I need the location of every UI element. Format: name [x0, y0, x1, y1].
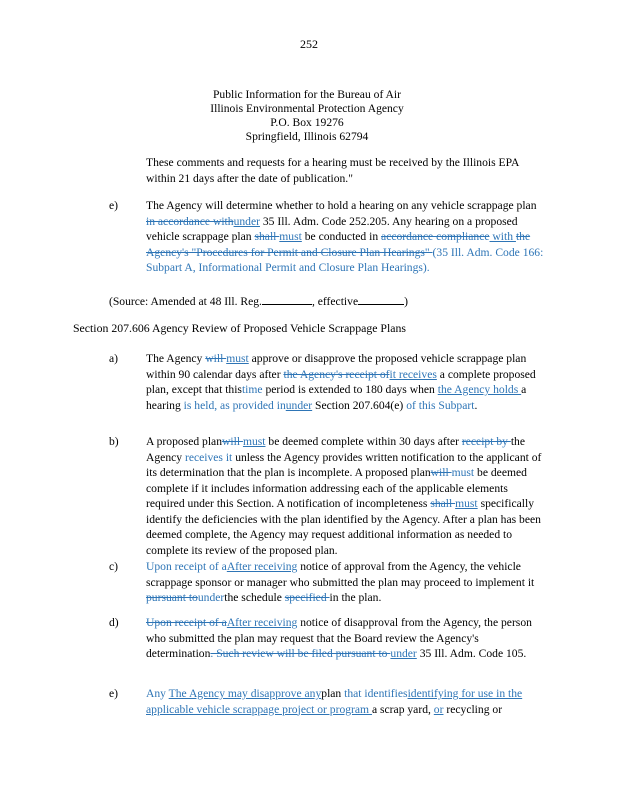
- text-run: a complete proposed plan, except that this: [146, 367, 536, 396]
- inserted-text: After receiving: [226, 616, 298, 629]
- text-run: 35 Ill. Adm. Code 252.205. Any hearing on a proposed vehicle scrappage plan: [146, 214, 518, 243]
- text-run: The Agency will determine whether to hold a hearing on any vehicle scrappage plan: [146, 199, 537, 212]
- deleted-text: . Such review will be filed pursuant to: [210, 647, 391, 660]
- text-run: the Agency: [146, 435, 525, 464]
- text-run: a scrap yard,: [371, 702, 434, 716]
- text-run: 35 Ill. Adm. Code 105.: [416, 647, 527, 660]
- comments-paragraph: These comments and requests for a hearing must be received by the Illinois EPA within 21 days after the date of publication.": [146, 156, 519, 185]
- text-run: A proposed plan: [146, 435, 222, 448]
- page-number: 252: [300, 37, 318, 51]
- text-run: be conducted in: [301, 230, 382, 243]
- inserted-text: under: [197, 591, 225, 604]
- inserted-text: with: [489, 230, 516, 243]
- text-run: notice of approval from the Agency, the vehicle scrappage sponsor or manager who submitted the plan may proceed to implement it: [146, 560, 535, 589]
- text-run: period is extended to 180 days when: [262, 383, 438, 396]
- text-run: the schedule: [224, 591, 285, 604]
- inserted-text: under: [285, 398, 313, 412]
- deleted-text: the Agency's receipt of: [283, 367, 390, 381]
- text-run: be deemed complete within 30 days after: [265, 435, 462, 448]
- inserted-text: After receiving: [226, 560, 298, 573]
- paragraph-e-hearing: [146, 198, 546, 276]
- text-run: notice of disapproval from the Agency, the person who submitted the plan may request that the Board review the Agency's determination: [146, 616, 532, 660]
- inserted-text: Upon receipt of a: [146, 560, 227, 573]
- text-run: specifically identify the deficiencies with the plan identified by the Agency. After a plan has been deemed complete, the Agency may request additional information as needed to complete its review of the proposed plan.: [146, 497, 541, 557]
- text-run: in the plan.: [329, 591, 382, 604]
- source-note: [109, 294, 549, 310]
- paragraph-c: [146, 559, 546, 606]
- mailing-address: [190, 88, 424, 144]
- text-run: ).: [422, 261, 430, 274]
- inserted-text: Any: [146, 687, 169, 700]
- text-run: .: [474, 398, 478, 412]
- inserted-text: under: [390, 647, 417, 660]
- deleted-text: the Agency's "Procedures for Permit and Closure Plan Hearings": [146, 230, 531, 259]
- item-label: b): [109, 435, 119, 448]
- deleted-text: in accordance with: [146, 214, 234, 228]
- inserted-text: must: [451, 466, 475, 479]
- inserted-text: identifying for use in the applicable vehicle scrappage project or program: [146, 687, 523, 716]
- inserted-text: that identifies: [344, 687, 408, 700]
- inserted-text: must: [226, 352, 249, 365]
- inserted-text: it receives: [389, 367, 437, 381]
- deleted-text: shall: [430, 497, 456, 510]
- text-run: be deemed complete if it includes information addressing each of the applicable elements required under this Section. A notification of incompleteness: [146, 466, 527, 510]
- text-run: Section 207.604(e): [312, 398, 407, 412]
- deleted-text: will: [222, 435, 243, 448]
- deleted-text: will: [205, 352, 227, 365]
- text-run: a hearing: [146, 383, 527, 412]
- inserted-text: under: [233, 214, 260, 228]
- inserted-text: time: [241, 383, 263, 396]
- text-run: (Source: Amended at 48 Ill. Reg.: [109, 295, 262, 308]
- inserted-text: is held, as provided in: [183, 398, 286, 412]
- inserted-text: or: [433, 702, 444, 716]
- inserted-text: must: [242, 435, 266, 448]
- text-run: unless the Agency provides written notification to the applicant of its determination that the plan is incomplete. A proposed plan: [146, 450, 542, 479]
- text-run: plan: [321, 687, 345, 700]
- deleted-text: accordance compliance: [381, 230, 490, 243]
- text-run: ): [404, 295, 408, 308]
- item-label: e): [109, 687, 119, 700]
- deleted-text: pursuant to: [146, 591, 198, 604]
- inserted-text: : Subpart A, Informational Permit and Closure Plan Hearings: [146, 245, 544, 274]
- inserted-text: receives it: [184, 450, 233, 464]
- address-line: Springfield, Illinois 62794: [245, 130, 369, 143]
- item-label: d): [109, 616, 119, 629]
- text-run: , effective: [311, 295, 359, 308]
- inserted-text: must: [279, 230, 302, 243]
- address-line: Illinois Environmental Protection Agency: [210, 102, 404, 115]
- item-label: c): [109, 560, 119, 573]
- paragraph-e-disapproval: [146, 686, 546, 717]
- deleted-text: Upon receipt of a: [146, 616, 227, 629]
- section-heading: Section 207.606 Agency Review of Proposed Vehicle Scrappage Plans: [73, 321, 406, 335]
- deleted-text: receipt by: [461, 435, 511, 448]
- blank-line: [358, 294, 404, 305]
- text-run: (35 Ill. Adm. Code 166: [432, 245, 541, 259]
- item-label: e): [109, 199, 119, 212]
- paragraph-b: [146, 434, 546, 558]
- address-line: P.O. Box 19276: [270, 116, 344, 129]
- paragraph-a: [146, 351, 546, 413]
- text-run: recycling or: [443, 702, 503, 716]
- address-line: Public Information for the Bureau of Air: [212, 88, 402, 101]
- deleted-text: specified: [284, 591, 330, 604]
- inserted-text: the Agency holds: [437, 383, 522, 396]
- inserted-text: The Agency may disapprove any: [168, 687, 322, 700]
- inserted-text: of this Subpart: [406, 398, 475, 412]
- blank-line: [262, 294, 312, 305]
- item-label: a): [109, 352, 119, 365]
- text-run: The Agency: [146, 352, 206, 365]
- deleted-text: will: [430, 466, 452, 479]
- inserted-text: must: [455, 497, 478, 510]
- text-run: approve or disapprove the proposed vehicle scrappage plan within 90 calendar days after: [146, 352, 527, 381]
- deleted-text: shall: [254, 230, 280, 243]
- paragraph-d: [146, 615, 546, 662]
